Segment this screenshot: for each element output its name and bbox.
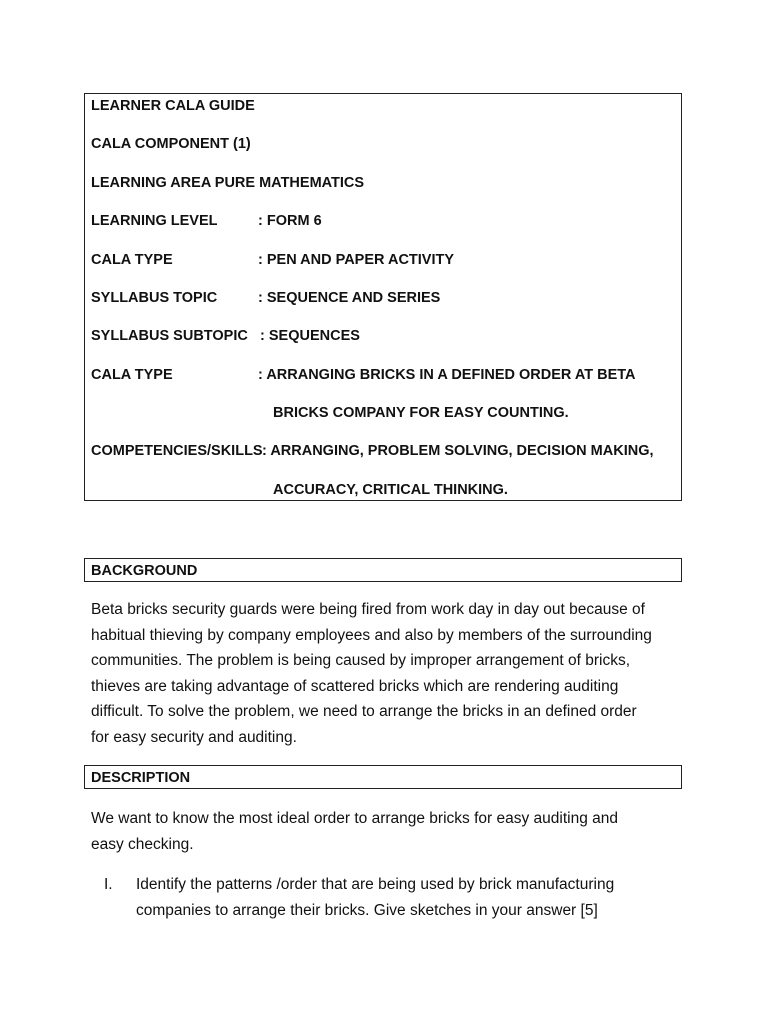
background-heading-box [84,558,682,582]
description-heading-box [84,765,682,789]
background-paragraph [91,597,691,751]
description-line: easy checking. [91,835,194,853]
background-line: Beta bricks security guards were being fired from work day in day out because of [91,601,645,618]
background-line: for easy security and auditing. [91,728,297,746]
description-line: We want to know the most ideal order to arrange bricks for easy auditing and [91,810,618,827]
guide-title: LEARNER CALA GUIDE [91,98,255,114]
list-marker: I. [104,876,113,893]
syllabus-topic-label: SYLLABUS TOPIC [91,290,218,306]
syllabus-topic-value: : SEQUENCE AND SERIES [258,290,441,306]
learning-level-label: LEARNING LEVEL [91,213,218,229]
description-paragraph [91,806,691,857]
learning-level-value: : FORM 6 [258,213,322,229]
background-line: thieves are taking advantage of scattered bricks which are rendering auditing [91,677,619,695]
background-line: difficult. To solve the problem, we need to arrange the bricks in an defined order [91,703,637,721]
list-item-line: companies to arrange their bricks. Give sketches in your answer [5] [136,901,598,919]
competencies-value: : ARRANGING, PROBLEM SOLVING, DECISION MAKING, [262,443,654,459]
learning-area: LEARNING AREA PURE MATHEMATICS [91,175,365,191]
list-item [136,872,614,923]
cala-component: CALA COMPONENT (1) [91,136,251,152]
background-line: habitual thieving by company employees and also by members of the surrounding [91,626,652,644]
syllabus-subtopic-label: SYLLABUS SUBTOPIC [91,328,248,344]
description-heading: DESCRIPTION [91,770,191,786]
cala-type-2-value: : ARRANGING BRICKS IN A DEFINED ORDER AT BETA [258,367,636,383]
cala-type-2-label: CALA TYPE [91,367,173,383]
background-heading: BACKGROUND [91,563,198,579]
syllabus-subtopic-value: : SEQUENCES [260,328,360,344]
competencies-label: COMPETENCIES/SKILLS [91,443,263,459]
background-line: communities. The problem is being caused by improper arrangement of bricks, [91,652,631,670]
cala-type-label: CALA TYPE [91,252,173,268]
competencies-continuation: ACCURACY, CRITICAL THINKING. [273,482,508,498]
cala-type-2-continuation: BRICKS COMPANY FOR EASY COUNTING. [273,405,569,421]
cala-type-value: : PEN AND PAPER ACTIVITY [258,252,455,268]
list-item-line: Identify the patterns /order that are being used by brick manufacturing [136,876,615,893]
